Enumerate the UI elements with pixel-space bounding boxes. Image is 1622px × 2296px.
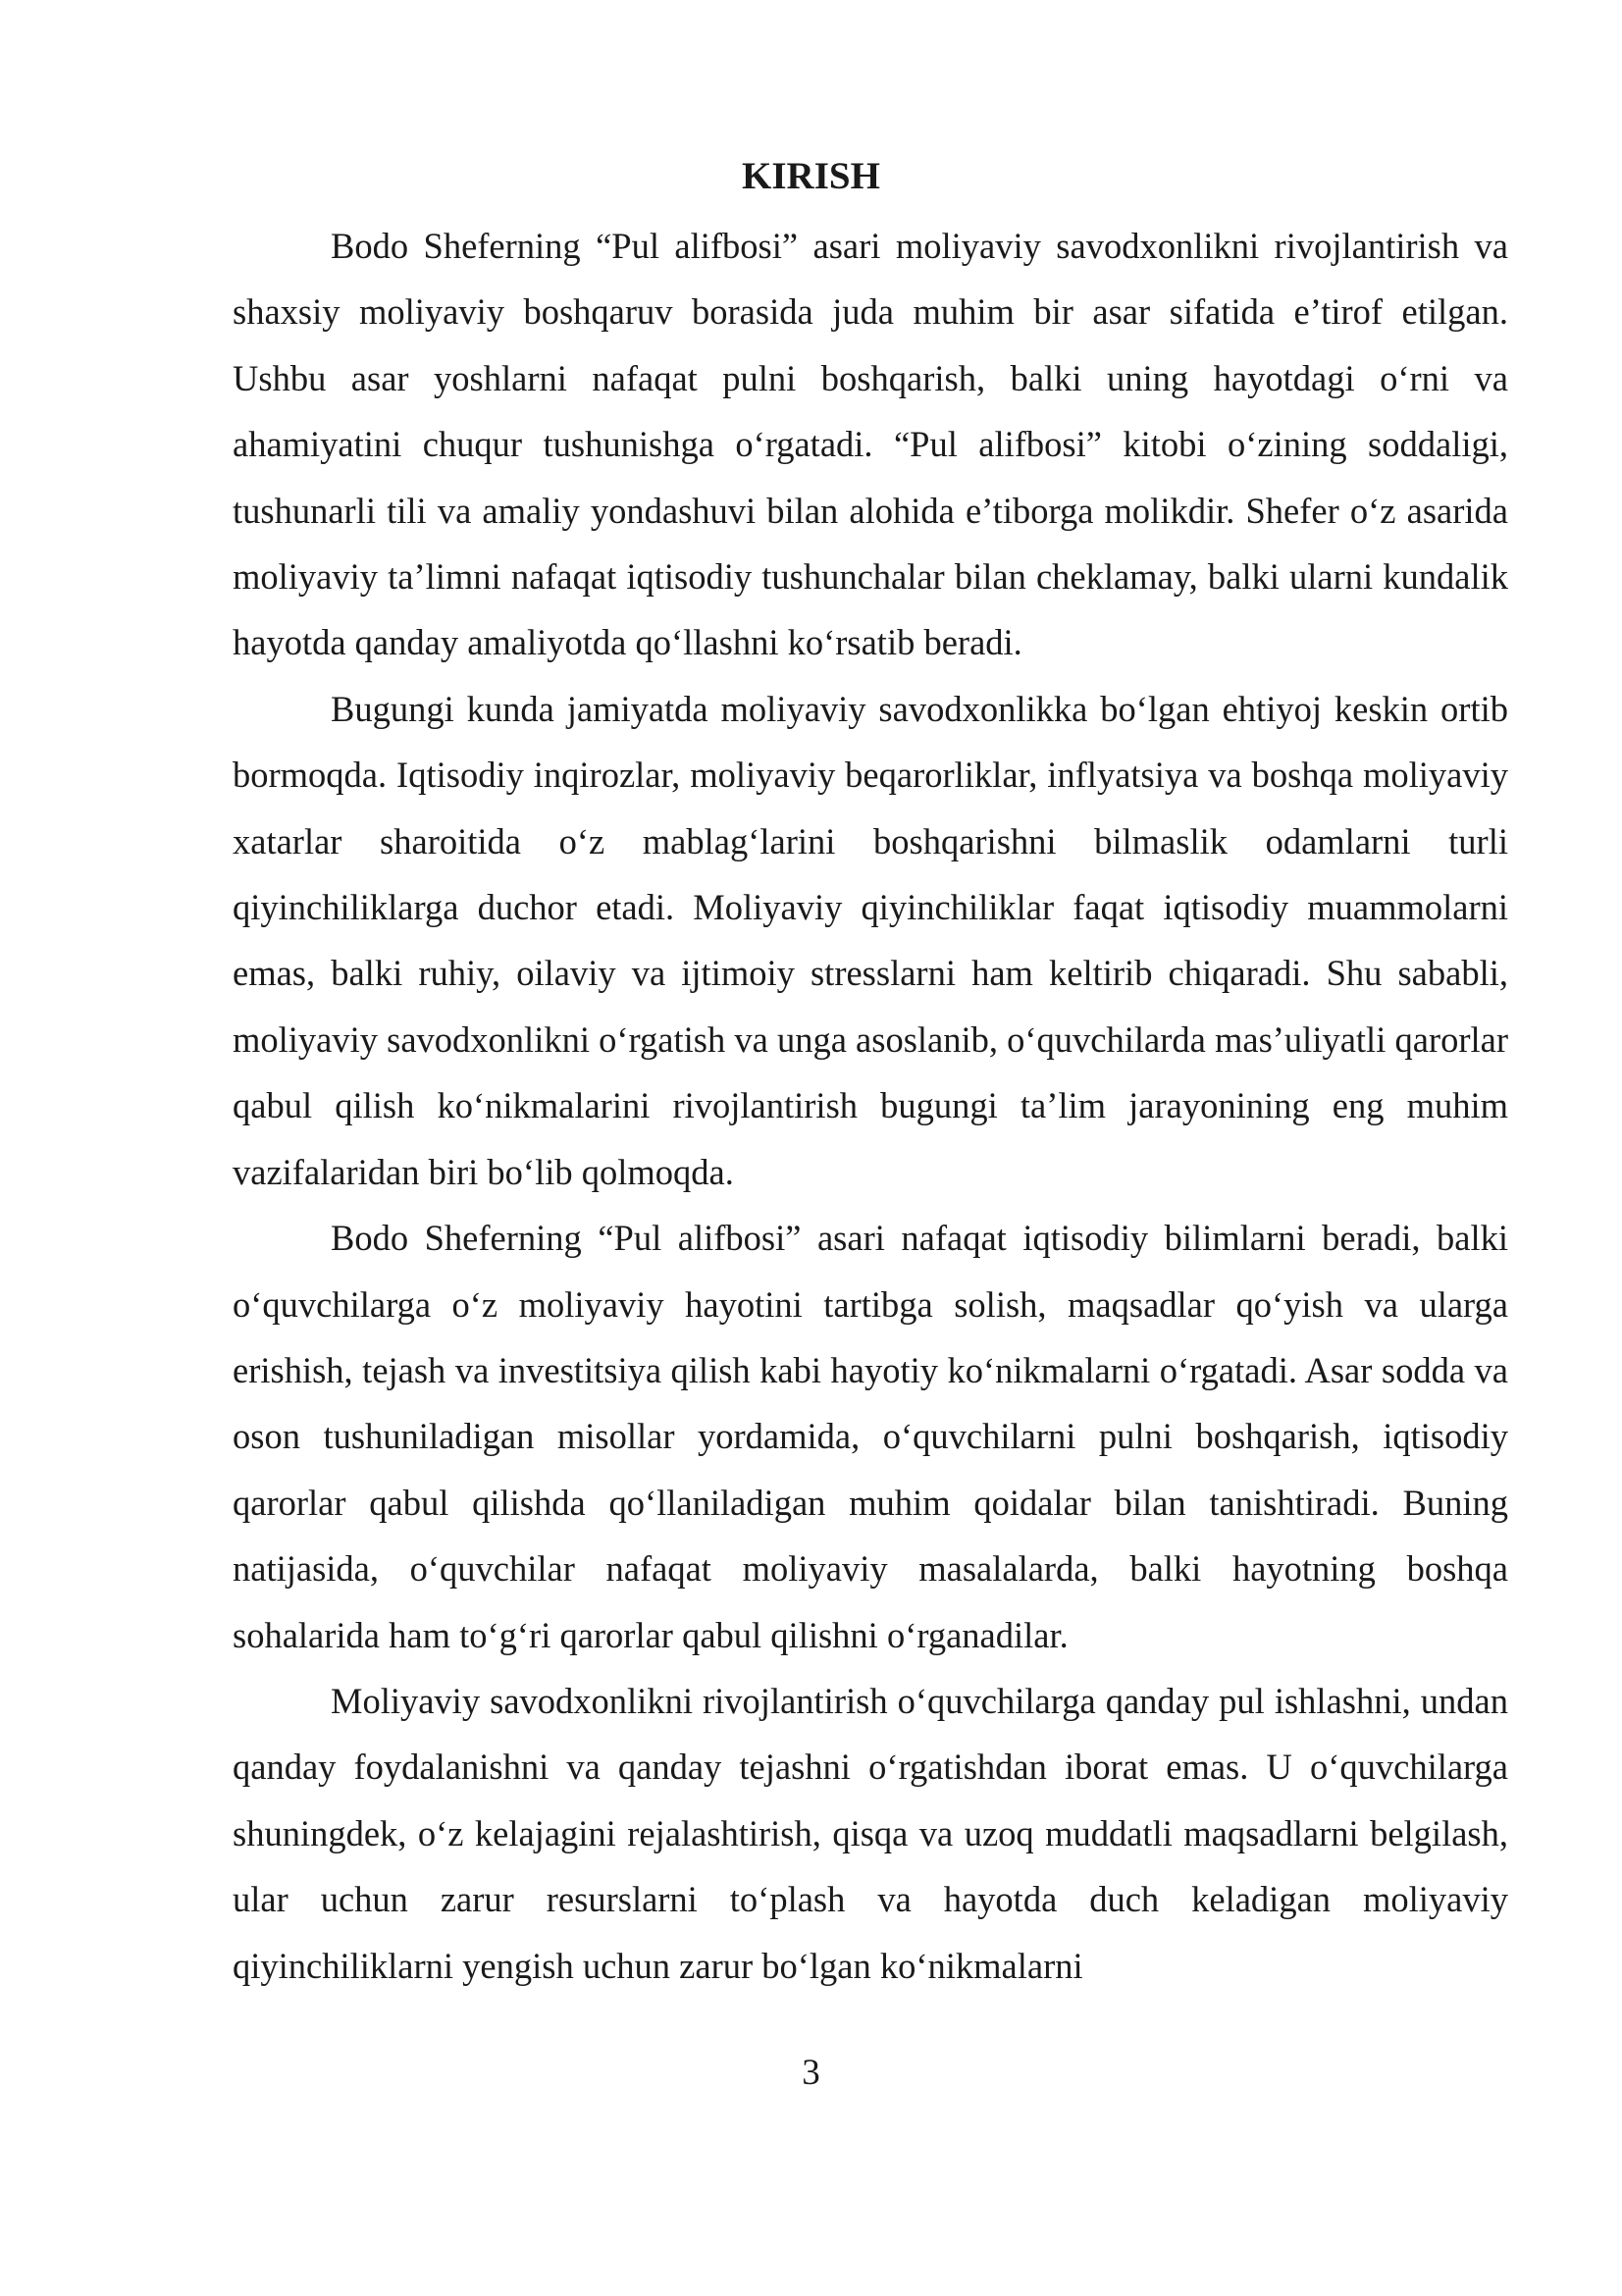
page-number: 3 — [802, 2053, 820, 2093]
paragraph-1: Bodo Sheferning “Pul alifbosi” asari moliyaviy savodxonlikni rivojlantirish va shaxsiy moliyaviy boshqaruv borasida juda muhim bir asar sifatida e’tirof etilgan. Ushbu asar yoshlarni nafaqat pulni boshqarish, balki uning hayotdagi o‘rni va ahamiyatini chuqur tushunishga o‘rgatadi. “Pul alifbosi” kitobi o‘zining soddaligi, tushunarli tili va amaliy yondashuvi bilan alohida e’tiborga molikdir. Shefer o‘z asarida moliyaviy ta’limni nafaqat iqtisodiy tushunchalar bilan cheklamay, balki ularni kundalik hayotda qanday amaliyotda qo‘llashni ko‘rsatib beradi. — [233, 226, 1508, 663]
body-text — [233, 213, 1508, 1999]
paragraph-2: Bugungi kunda jamiyatda moliyaviy savodxonlikka bo‘lgan ehtiyoj keskin ortib bormoqda. Iqtisodiy inqirozlar, moliyaviy beqarorliklar, inflyatsiya va boshqa moliyaviy xatarlar sharoitida o‘z mablag‘larini boshqarishni bilmaslik odamlarni turli qiyinchiliklarga duchor etadi. Moliyaviy qiyinchiliklar faqat iqtisodiy muammolarni emas, balki ruhiy, oilaviy va ijtimoiy stresslarni ham keltirib chiqaradi. Shu sababli, moliyaviy savodxonlikni o‘rgatish va unga asoslanib, o‘quvchilarda mas’uliyatli qarorlar qabul qilish ko‘nikmalarini rivojlantirish bugungi ta’lim jarayonining eng muhim vazifalaridan biri bo‘lib qolmoqda. — [233, 688, 1508, 1192]
section-heading: KIRISH — [742, 155, 880, 197]
paragraph-3: Bodo Sheferning “Pul alifbosi” asari nafaqat iqtisodiy bilimlarni beradi, balki o‘quvchilarga o‘z moliyaviy hayotini tartibga solish, maqsadlar qo‘yish va ularga erishish, tejash va investitsiya qilish kabi hayotiy ko‘nikmalarni o‘rgatadi. Asar sodda va oson tushuniladigan misollar yordamida, o‘quvchilarni pulni boshqarish, iqtisodiy qarorlar qabul qilishda qo‘llaniladigan muhim qoidalar bilan tanishtiradi. Buning natijasida, o‘quvchilar nafaqat moliyaviy masalalarda, balki hayotning boshqa sohalarida ham to‘g‘ri qarorlar qabul qilishni o‘rganadilar. — [233, 1218, 1508, 1655]
paragraph-4: Moliyaviy savodxonlikni rivojlantirish o‘quvchilarga qanday pul ishlashni, undan qanday foydalanishni va qanday tejashni o‘rgatishdan iborat emas. U o‘quvchilarga shuningdek, o‘z kelajagini rejalashtirish, qisqa va uzoq muddatli maqsadlarni belgilash, ular uchun zarur resurslarni to‘plash va hayotda duch keladigan moliyaviy qiyinchiliklarni yengish uchun zarur bo‘lgan ko‘nikmalarni — [233, 1680, 1508, 1986]
